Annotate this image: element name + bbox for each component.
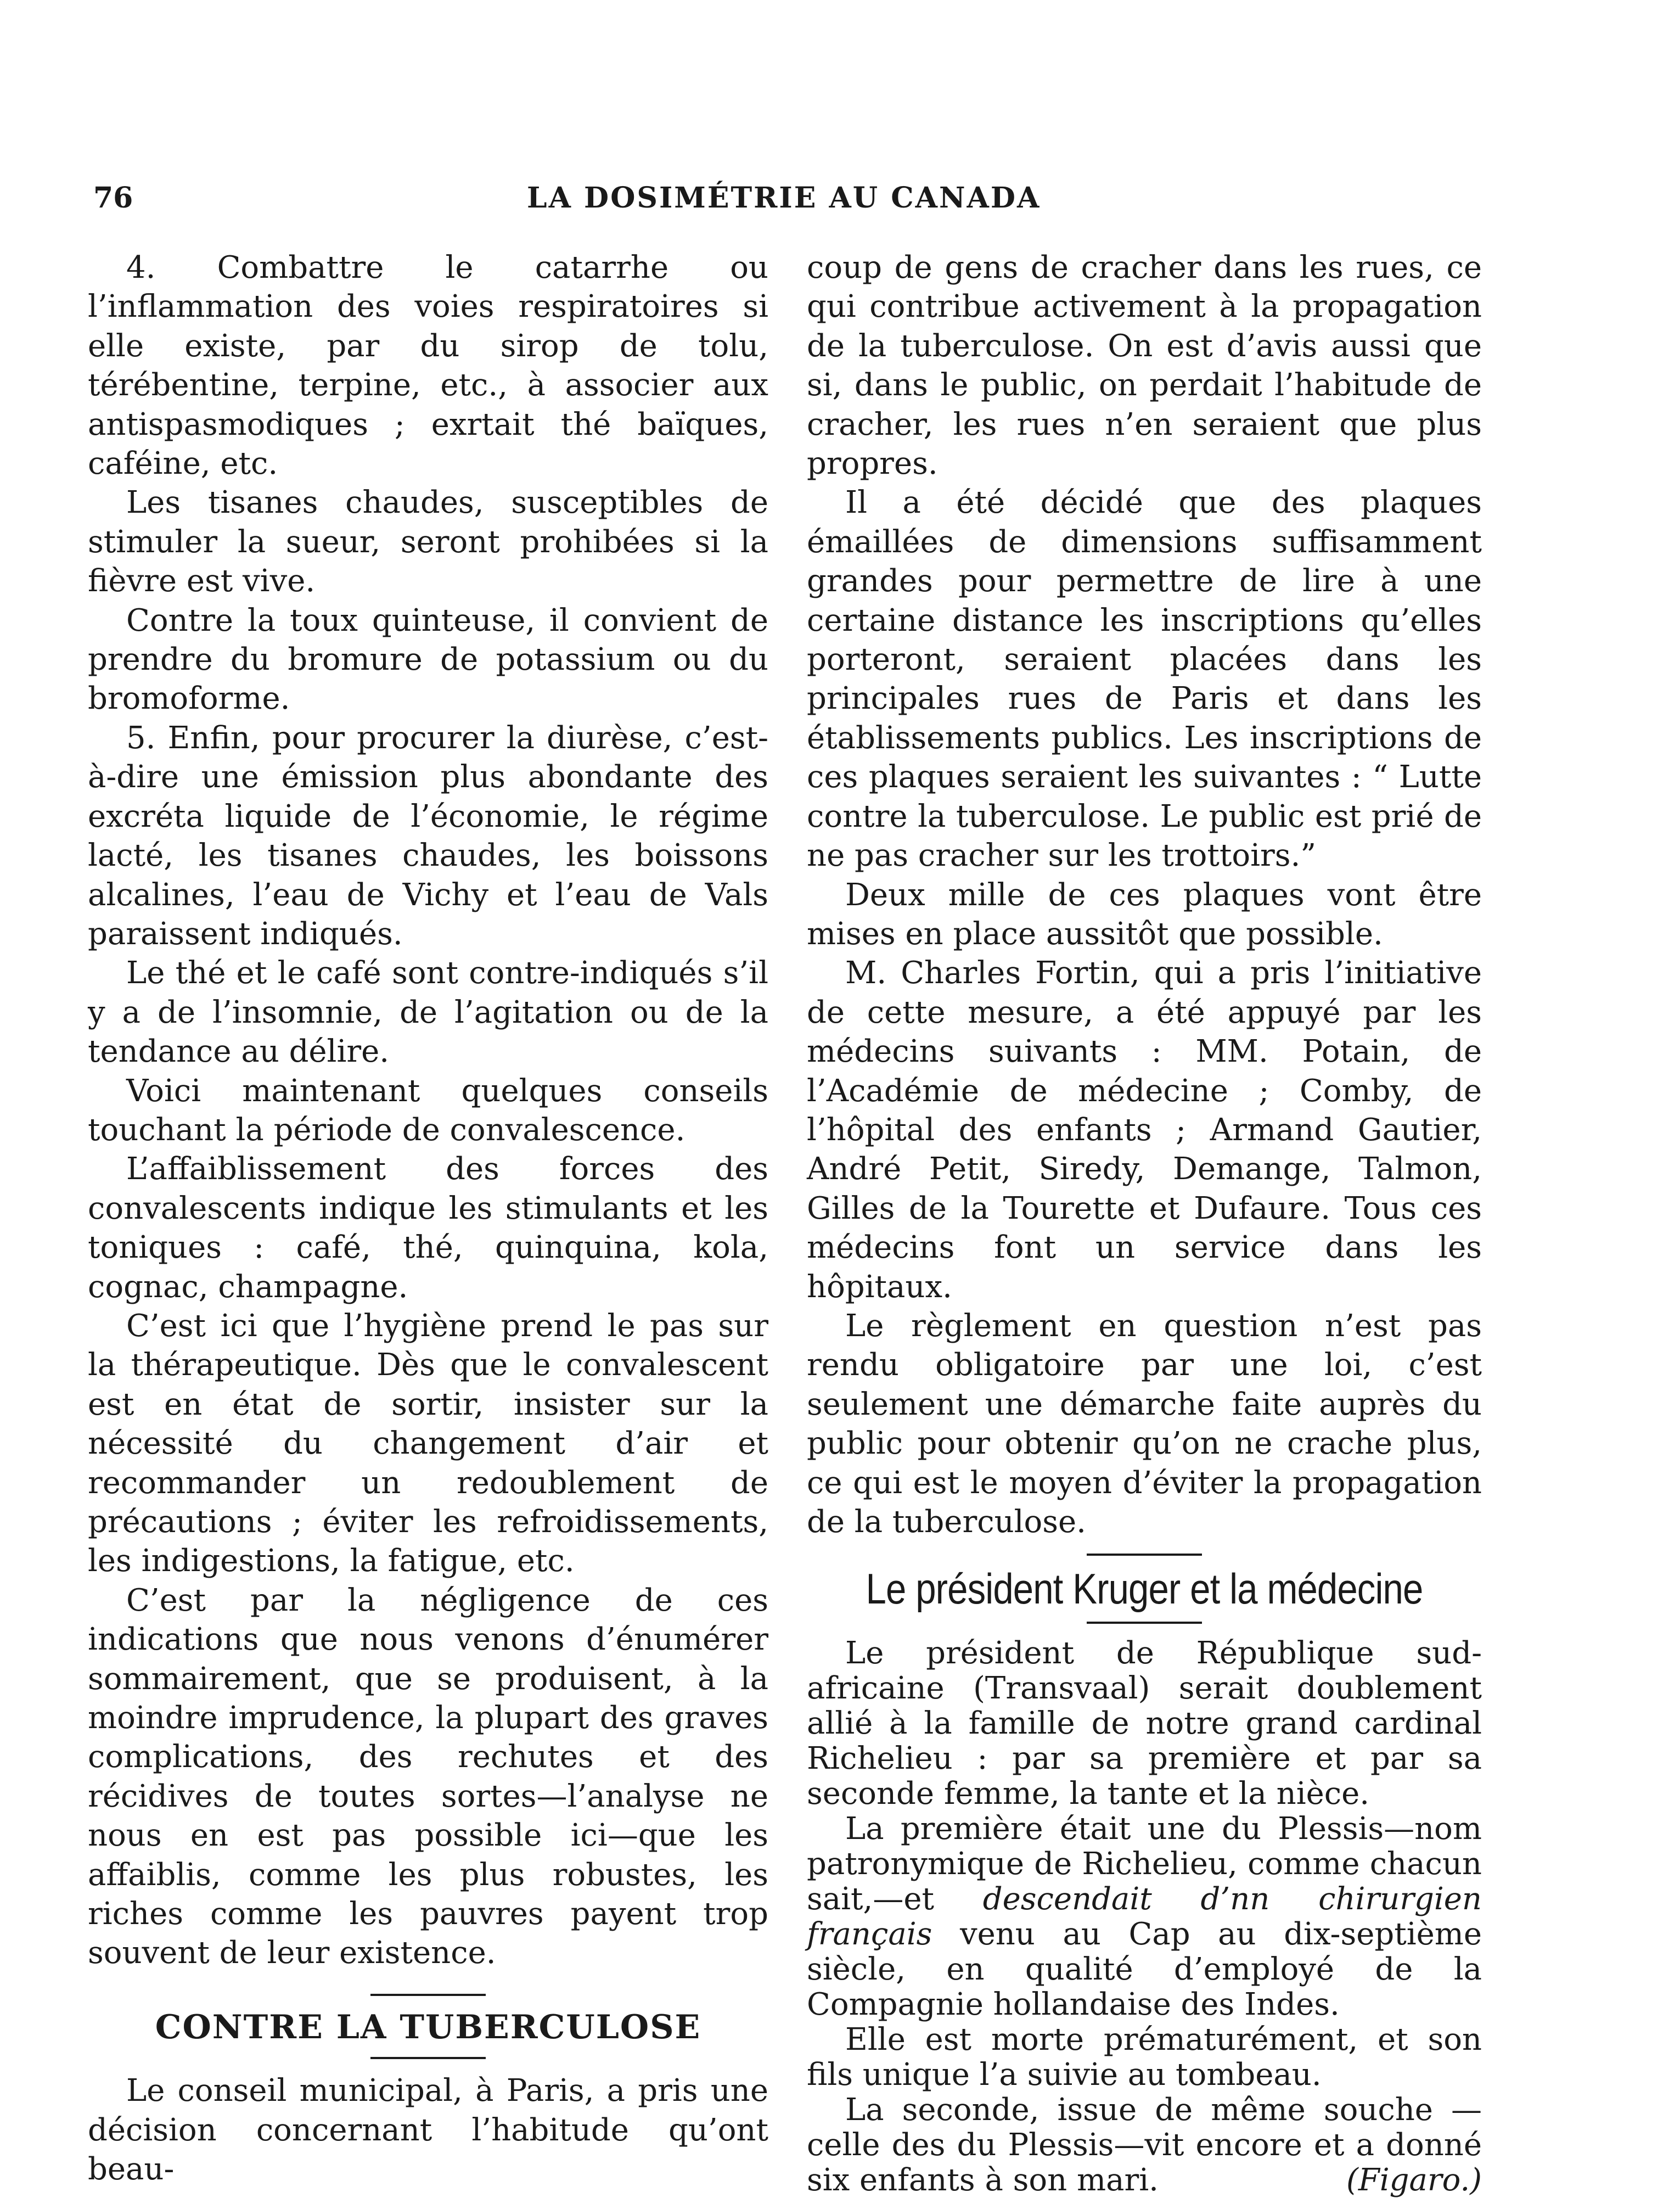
running-title: LA DOSIMÉTRIE AU CANADA <box>527 181 1041 215</box>
paragraph: Les tisanes chaudes, susceptibles de stimuler la sueur, seront prohibées si la fièvre est vive. <box>88 485 768 599</box>
text-run: venu au Cap au dix-septième siècle, en qualité d’employé de la Compagnie hollandaise des Indes. <box>807 1916 1482 2023</box>
section-title-kruger: Le président Kruger et la médecine <box>866 1565 1423 1613</box>
section-title-tuberculose: CONTRE LA TUBERCULOSE <box>155 2008 701 2046</box>
paragraph: Elle est morte prématurément, et son fils unique l’a suivie au tombeau. <box>807 2022 1482 2093</box>
left-column <box>88 248 768 2189</box>
right-column <box>807 248 1482 2198</box>
paragraph: Le président de République sud-africaine (Transvaal) serait doublement allié à la famille de notre grand cardinal Richelieu : par sa première et par sa seconde femme, la tante et la nièce. <box>807 1635 1482 1812</box>
paragraph <box>807 2093 1482 2198</box>
italic-text-run: descendait d’nn chirurgien français <box>807 1881 1482 1953</box>
paragraph: Il a été décidé que des plaques émaillées de dimensions suffisamment grandes pour permettre de lire à une certaine distance les inscriptions qu’elles porteront, seraient placées dans les principales rues de Paris et dans les établissements publics. Les inscriptions de ces plaques seraient les suivantes : “ Lutte contre la tuberculose. Le public est prié de ne pas cracher sur les trottoirs.” <box>807 485 1482 874</box>
paragraph <box>807 1812 1482 2022</box>
paragraph: C’est par la négligence de ces indications que nous venons d’énumérer sommairement, que se produisent, à la moindre imprudence, la plupart des graves complications, des rechutes et des récidives de toutes sortes—l’analyse ne nous en est pas possible ici—que les affaiblis, comme les plus robustes, les riches comme les pauvres payent trop souvent de leur existence. <box>88 1582 768 1971</box>
paragraph: Le thé et le café sont contre-indiqués s’il y a de l’insomnie, de l’agitation ou de la tendance au délire. <box>88 955 768 1070</box>
section-divider <box>370 1994 486 1996</box>
paragraph: Voici maintenant quelques conseils touchant la période de convalescence. <box>88 1073 768 1148</box>
paragraph: C’est ici que l’hygiène prend le pas sur la thérapeutique. Dès que le convalescent est en état de sortir, insister sur la nécessité du changement d’air et recommander un redoublement de précautions ; éviter les refroidissements, les indigestions, la fatigue, etc. <box>88 1308 768 1579</box>
text-run: La première était une du Plessis—nom patronymique de Richelieu, comme chacun sait,—et <box>807 1811 1482 1917</box>
text-run: La seconde, issue de même souche — celle des du Plessis—vit encore et a donné six enfants à son mari. <box>807 2092 1482 2198</box>
paragraph: Deux mille de ces plaques vont être mises en place aussitôt que possible. <box>807 877 1482 952</box>
paragraph-continuation: coup de gens de cracher dans les rues, ce qui contribue activement à la propagation de la tuberculose. On est d’avis aussi que si, dans le public, on perdait l’habitude de cracher, les rues n’en seraient que plus propres. <box>807 250 1482 482</box>
paragraph: 4. Combattre le catarrhe ou l’inflammation des voies respiratoires si elle existe, par du sirop de tolu, térébentine, terpine, etc., à associer aux antispasmodiques ; exrtait thé baïques, caféine, etc. <box>88 250 768 482</box>
paragraph: M. Charles Fortin, qui a pris l’initiative de cette mesure, a été appuyé par les médecins suivants : MM. Potain, de l’Académie de médecine ; Comby, de l’hôpital des enfants ; Armand Gautier, André Petit, Siredy, Demange, Talmon, Gilles de la Tourette et Dufaure. Tous ces médecins font un service dans les hôpitaux. <box>807 955 1482 1305</box>
source-attribution: (Figaro.) <box>1346 2162 1482 2198</box>
section-divider <box>1087 1554 1202 1556</box>
paragraph: Contre la toux quinteuse, il convient de prendre du bromure de potassium ou du bromoforme. <box>88 602 768 717</box>
paragraph: 5. Enfin, pour procurer la diurèse, c’est-à-dire une émission plus abondante des excréta liquide de l’économie, le régime lacté, les tisanes chaudes, les boissons alcalines, l’eau de Vichy et l’eau de Vals paraissent indiqués. <box>88 720 768 952</box>
paragraph: Le conseil municipal, à Paris, a pris une décision concernant l’habitude qu’ont beau- <box>88 2073 768 2188</box>
paragraph: L’affaiblissement des forces des convalescents indique les stimulants et les toniques : café, thé, quinquina, kola, cognac, champagne. <box>88 1151 768 1305</box>
paragraph: Le règlement en question n’est pas rendu obligatoire par une loi, c’est seulement une démarche faite auprès du public pour obtenir qu’on ne crache plus, ce qui est le moyen d’éviter la propagation de la tuberculose. <box>807 1308 1482 1540</box>
kruger-article <box>807 1636 1482 2198</box>
page-number: 76 <box>93 181 133 215</box>
